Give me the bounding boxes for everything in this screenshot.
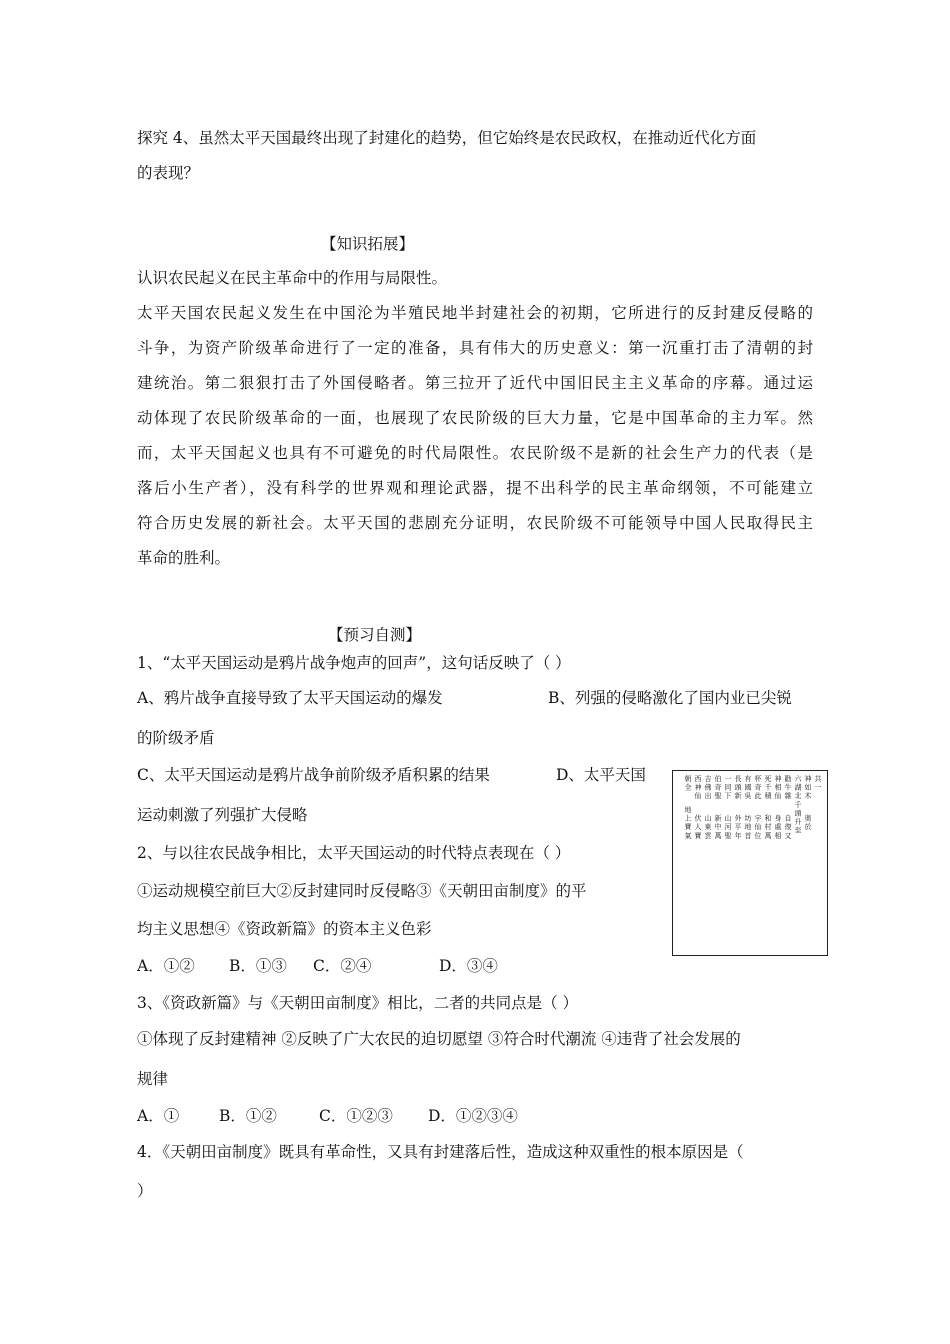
manuscript-char: 地 — [684, 805, 692, 814]
manuscript-char: 人 — [694, 823, 702, 832]
q4-stem-line1: 4．《天朝田亩制度》既具有革命性，又具有封建落后性，造成这种双重性的根本原因是（ — [137, 1143, 744, 1161]
manuscript-char: 聖 — [714, 792, 722, 801]
knowledge-intro: 认识农民起义在民主革命中的作用与局限性。 — [137, 269, 448, 287]
manuscript-char: 年 — [734, 831, 742, 840]
manuscript-char: 全 — [684, 783, 692, 792]
manuscript-char: 奇 — [754, 783, 762, 792]
manuscript-char: 聖 — [724, 831, 732, 840]
manuscript-char: 積 — [764, 792, 772, 801]
manuscript-char: 身 — [774, 814, 782, 823]
manuscript-char: 寶 — [684, 823, 692, 832]
manuscript-char: 坊 — [744, 814, 752, 823]
manuscript-char: 死 — [764, 775, 772, 783]
manuscript-char: 相 — [774, 831, 782, 840]
manuscript-char: 河 — [724, 823, 732, 832]
manuscript-char: 山 — [704, 814, 712, 823]
manuscript-char: 佛 — [704, 783, 712, 792]
manuscript-char: 奥 — [804, 814, 812, 823]
explore4-line2: 的表现？ — [137, 164, 200, 182]
manuscript-char: 吉 — [704, 775, 712, 783]
manuscript-char: 長 — [734, 775, 742, 783]
manuscript-char: 勸 — [784, 775, 792, 783]
knowledge-para-line: 符合历史发展的新社会。太平天国的悲剧充分证明，农民阶级不可能领导中国人民取得民主 — [137, 514, 813, 532]
q3-stem: 3、《资政新篇》与《天朝田亩制度》相比，二者的共同点是（ ） — [137, 994, 579, 1012]
manuscript-char: 湖 — [794, 783, 802, 792]
manuscript-char: 村 — [764, 823, 772, 832]
q2-items-line2: 均主义思想④《资政新篇》的资本主义色彩 — [137, 920, 432, 938]
manuscript-char: 地 — [744, 823, 752, 832]
knowledge-para-line: 落后小生产者），没有科学的世界观和理论武器，提不出科学的民主革命纲领，不可能建立 — [137, 479, 813, 497]
manuscript-char: 寶 — [694, 831, 702, 840]
q3-items-line2: 规律 — [137, 1070, 169, 1088]
manuscript-char: 共 — [814, 775, 822, 783]
explore4-line1: 探究 4、虽然太平天国最终出现了封建化的趋势，但它始终是农民政权，在推动近代化方面 — [137, 129, 757, 147]
manuscript-char: 東 — [704, 823, 712, 832]
manuscript-char: 伏 — [694, 814, 702, 823]
manuscript-char: 國 — [744, 783, 752, 792]
manuscript-char: 杯 — [754, 775, 762, 783]
manuscript-char: 神 — [804, 775, 812, 783]
manuscript-char: 頭 — [734, 783, 742, 792]
manuscript-char: 萬 — [764, 831, 772, 840]
manuscript-char: 新 — [734, 792, 742, 801]
q2-option-c: C．②④ — [313, 957, 372, 975]
manuscript-char: 千 — [764, 783, 772, 792]
knowledge-para-line: 太平天国农民起义发生在中国沦为半殖民地半封建社会的初期，它所进行的反封建反侵略的 — [137, 304, 813, 322]
manuscript-char: 和 — [764, 814, 772, 823]
manuscript-char: 山 — [724, 814, 732, 823]
selftest-heading: 【预习自测】 — [328, 626, 422, 644]
manuscript-char: 宇 — [754, 814, 762, 823]
q2-stem: 2、与以往农民战争相比，太平天国运动的时代特点表现在（ ） — [137, 844, 571, 862]
manuscript-char: 木 — [804, 792, 812, 801]
q3-option-a: A．① — [137, 1107, 180, 1125]
manuscript-char: 雜 — [784, 792, 792, 801]
q1-stem: 1、“太平天国运动是鸦片战争炮声的回声”，这句话反映了（ ） — [137, 654, 571, 672]
manuscript-char: 吳 — [744, 792, 752, 801]
manuscript-char: 中 — [714, 823, 722, 832]
manuscript-char: 神 — [774, 775, 782, 783]
q2-items-line1: ①运动规模空前巨大②反封建同时反侵略③《天朝田亩制度》的平 — [137, 882, 587, 900]
manuscript-char: 新 — [714, 814, 722, 823]
manuscript-char: 外 — [734, 814, 742, 823]
manuscript-char: 萬 — [714, 831, 722, 840]
knowledge-heading: 【知识拓展】 — [321, 235, 415, 253]
q1-option-d-cont: 运动刺激了列强扩大侵略 — [137, 806, 308, 824]
manuscript-char: 處 — [774, 823, 782, 832]
manuscript-char: 西 — [694, 775, 702, 783]
manuscript-char: 有 — [744, 775, 752, 783]
q1-option-c: C、太平天国运动是鸦片战争前阶级矛盾积累的结果 — [137, 766, 490, 784]
manuscript-char: 上 — [684, 814, 692, 823]
q3-option-c: C．①②③ — [319, 1107, 393, 1125]
q1-option-b-cont: 的阶级矛盾 — [137, 729, 215, 747]
manuscript-char: 朝 — [684, 775, 692, 783]
q3-items-line1: ①体现了反封建精神 ②反映了广大农民的迫切愿望 ③符合时代潮流 ④违背了社会发展的 — [137, 1030, 741, 1048]
knowledge-para-line: 而，太平天国起义也具有不可避免的时代局限性。农民阶级不是新的社会生产力的代表（是 — [137, 444, 813, 462]
manuscript-char: 出 — [704, 792, 712, 801]
manuscript-char: 仙 — [754, 823, 762, 832]
manuscript-char: 於 — [804, 823, 812, 832]
q2-option-b: B．①③ — [229, 957, 287, 975]
manuscript-calligraphy — [673, 771, 826, 954]
manuscript-char: 仙 — [694, 792, 702, 801]
q4-stem-line2: ） — [137, 1182, 153, 1200]
manuscript-char: 一 — [814, 783, 822, 792]
manuscript-char: 一 — [724, 775, 732, 783]
manuscript-char: 又 — [784, 831, 792, 840]
knowledge-para-line: 革命的胜利。 — [137, 549, 231, 567]
manuscript-char: 同 — [724, 783, 732, 792]
manuscript-char: 首 — [744, 831, 752, 840]
knowledge-para-line: 斗争，为资产阶级革命进行了一定的准备，具有伟大的历史意义：第一沉重打击了清朝的封 — [137, 339, 813, 357]
manuscript-char: 升 — [794, 818, 802, 826]
q1-option-d: D、太平天国 — [556, 766, 646, 784]
manuscript-char: 牛 — [784, 783, 792, 792]
q2-option-a: A．①② — [137, 957, 195, 975]
q1-option-a: A、鸦片战争直接导致了太平天国运动的爆发 — [137, 689, 443, 707]
manuscript-char: 六 — [794, 775, 802, 783]
manuscript-char: 相 — [774, 783, 782, 792]
q2-option-d: D．③④ — [439, 957, 498, 975]
manuscript-char: 平 — [734, 823, 742, 832]
manuscript-char: 復 — [784, 823, 792, 832]
manuscript-char: 下 — [724, 792, 732, 801]
manuscript-char: 至 — [794, 826, 802, 835]
q3-option-b: B．①② — [219, 1107, 277, 1125]
manuscript-char: 自 — [784, 814, 792, 823]
manuscript-char: 伯 — [714, 775, 722, 783]
manuscript-char: 神 — [694, 783, 702, 792]
manuscript-char: 位 — [754, 831, 762, 840]
manuscript-char: 雲 — [704, 831, 712, 840]
q3-option-d: D．①②③④ — [428, 1107, 518, 1125]
manuscript-char: 奇 — [714, 783, 722, 792]
manuscript-char: 仙 — [774, 792, 782, 801]
manuscript-char: 頭 — [794, 809, 802, 818]
manuscript-char: 北 — [794, 792, 802, 801]
knowledge-para-line: 动体现了农民阶级革命的一面，也展现了农民阶级的巨大力量，它是中国革命的主力军。然 — [137, 409, 813, 427]
manuscript-char: 此 — [754, 792, 762, 801]
manuscript-char: 如 — [804, 783, 812, 792]
manuscript-char: 千 — [794, 800, 802, 809]
knowledge-para-line: 建统治。第二狠狠打击了外国侵略者。第三拉开了近代中国旧民主主义革命的序幕。通过运 — [137, 374, 813, 392]
manuscript-char: 氣 — [684, 831, 692, 840]
q1-option-b: B、列强的侵略激化了国内业已尖锐 — [548, 689, 792, 707]
manuscript-image — [672, 770, 828, 956]
